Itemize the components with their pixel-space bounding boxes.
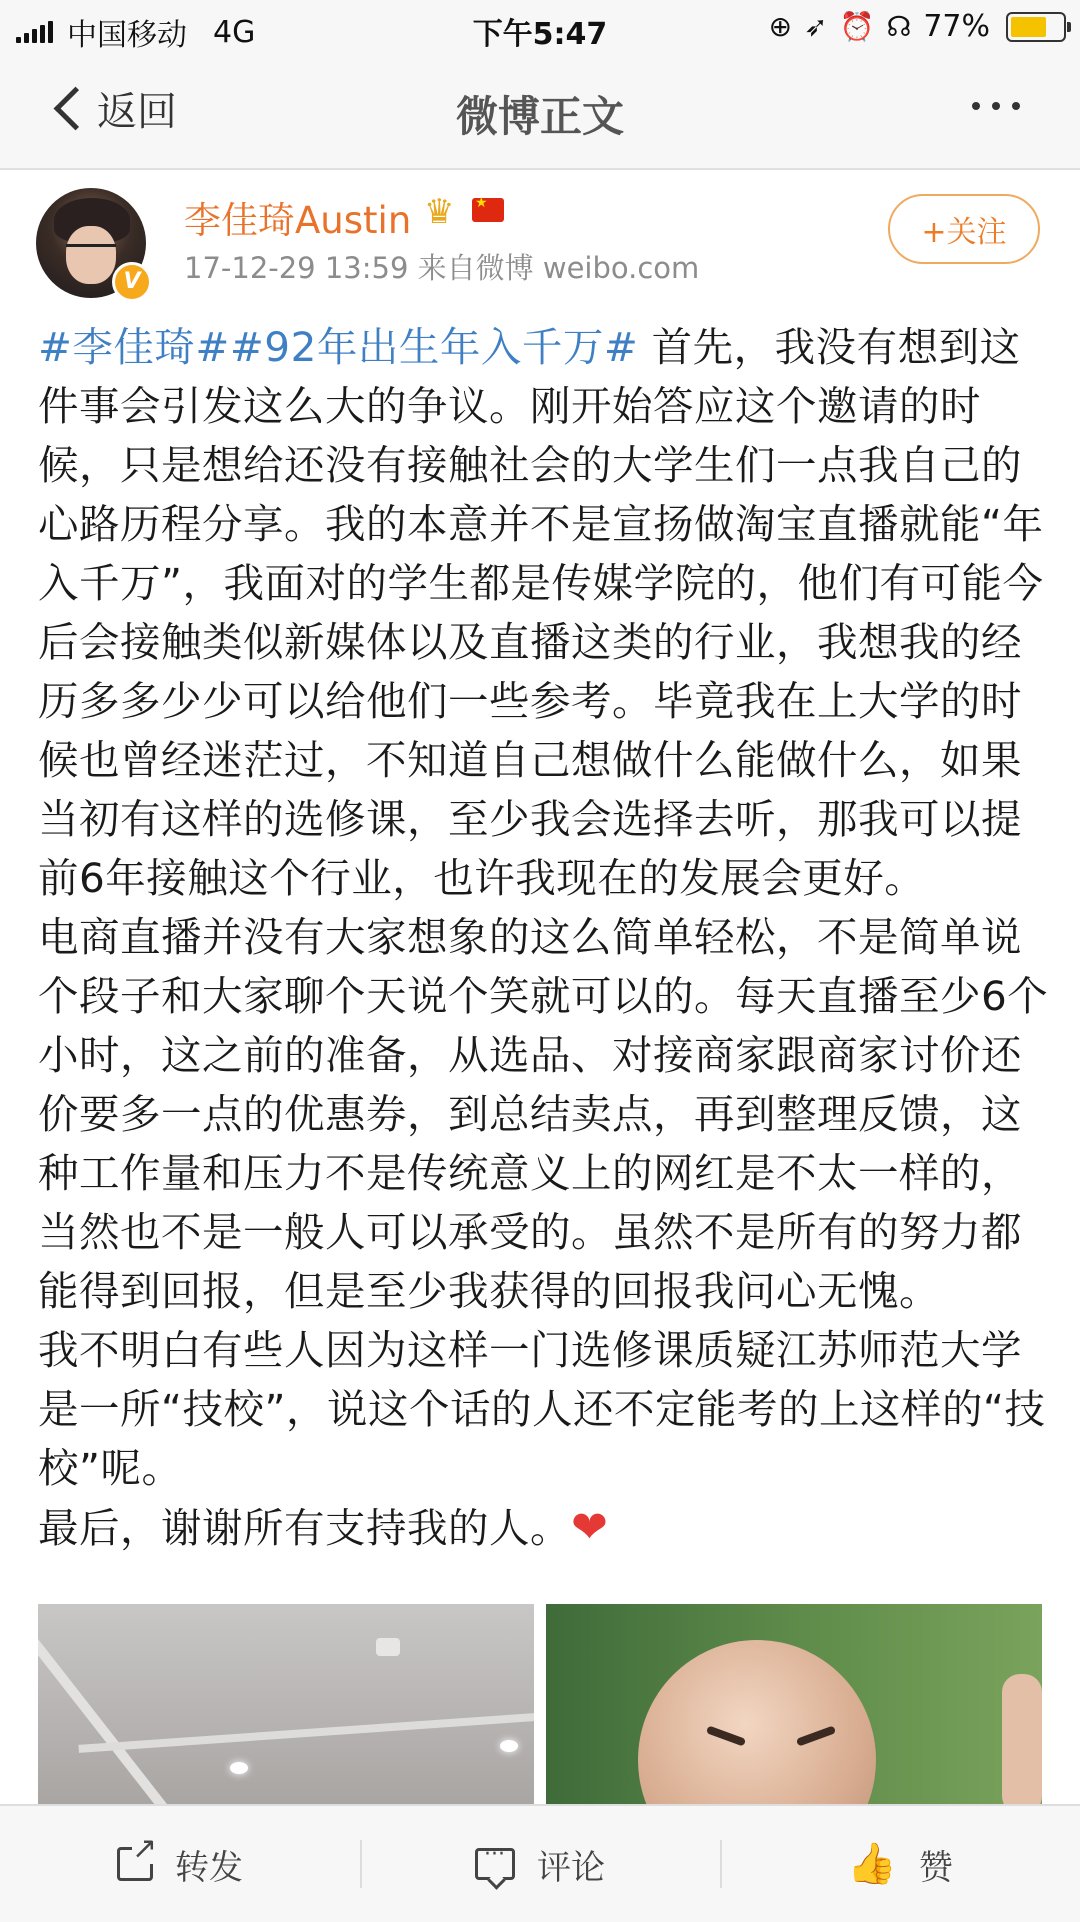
battery-icon [1006, 12, 1066, 42]
image-detail [78, 1703, 534, 1753]
like-label: 赞 [918, 1847, 953, 1888]
paragraph-4 [38, 1498, 1050, 1558]
like-button[interactable] [720, 1806, 1080, 1922]
repost-icon [117, 1847, 153, 1881]
china-flag-icon [472, 198, 504, 222]
paragraph-1 [38, 318, 1050, 908]
post-body [38, 318, 1050, 1558]
lock-rotation-icon: ⊕ [768, 9, 793, 43]
more-icon[interactable] [972, 102, 1020, 110]
battery-percent: 77% [923, 9, 990, 44]
network-label: 4G [213, 14, 256, 50]
carrier-label: 中国移动 [67, 18, 187, 53]
status-bar [0, 0, 1080, 58]
status-right [769, 9, 1066, 44]
post-meta: 17-12-29 13:59 来自微博 weibo.com [184, 251, 700, 285]
follow-button[interactable]: +关注 [888, 194, 1040, 264]
status-time: 下午5:47 [472, 17, 608, 52]
post-image-2[interactable] [546, 1604, 1042, 1804]
post-image-1[interactable] [38, 1604, 534, 1804]
page-title: 微博正文 [455, 92, 624, 141]
paragraph-2: 电商直播并没有大家想象的这么简单轻松，不是简单说个段子和大家聊个天说个笑就可以的。每天直播至少6个小时，这之前的准备，从选品、对接商家跟商家讨价还价要多一点的优惠券，到总结卖点，再到整理反馈，这种工作量和压力不是传统意义上的网红是不太一样的，当然也不是一般人可以承受的。虽然不是所有的努力都能得到回报，但是至少我获得的回报我问心无愧。 [38, 913, 1049, 1315]
paragraph-3: 我不明白有些人因为这样一门选修课质疑江苏师范大学是一所“技校”，说这个话的人还不定能考的上这样的“技校”呢。 [38, 1326, 1046, 1492]
alarm-icon: ⏰ [839, 9, 875, 43]
comment-icon [475, 1848, 515, 1880]
repost-button[interactable] [0, 1806, 360, 1922]
like-icon: 👍 [847, 1841, 897, 1887]
headphones-icon: ☊ [886, 9, 912, 43]
battery-tip [1067, 22, 1071, 32]
paragraph-text: 首先，我没有想到这件事会引发这么大的争议。刚开始答应这个邀请的时候，只是想给还没有接触社会的大学生们一点我自己的心路历程分享。我的本意并不是宣扬做淘宝直播就能“年入千万”，我面对的学生都是传媒学院的，他们有可能今后会接触类似新媒体以及直播这类的行业，我想我的经历多多少少可以给他们一些参考。毕竟我在上大学的时候也曾经迷茫过，不知道自己想做什么能做什么，如果当初有这样的选修课，至少我会选择去听，那我可以提前6年接触这个行业，也许我现在的发展会更好。 [38, 323, 1044, 902]
location-icon: ➶ [804, 9, 828, 43]
comment-button[interactable] [360, 1806, 720, 1922]
hashtag-link[interactable]: #李佳琦##92年出生年入千万# [38, 323, 639, 371]
heart-icon: ❤ [571, 1502, 609, 1553]
image-detail [638, 1640, 876, 1804]
crown-icon[interactable]: ♛ [424, 192, 455, 232]
post-header [0, 170, 1080, 300]
comment-label: 评论 [537, 1847, 605, 1888]
image-detail [376, 1638, 400, 1656]
repost-label: 转发 [175, 1847, 243, 1888]
verified-badge: V [112, 262, 152, 302]
battery-fill [1011, 17, 1046, 37]
image-detail [230, 1762, 248, 1774]
image-detail [1002, 1674, 1042, 1804]
image-detail [500, 1740, 518, 1752]
bottom-toolbar [0, 1804, 1080, 1922]
paragraph-text: 最后，谢谢所有支持我的人。 [38, 1504, 571, 1552]
nav-bar [0, 58, 1080, 170]
back-label: 返回 [97, 89, 177, 135]
image-detail [38, 1604, 191, 1804]
author-name[interactable]: 李佳琦Austin [184, 199, 412, 242]
